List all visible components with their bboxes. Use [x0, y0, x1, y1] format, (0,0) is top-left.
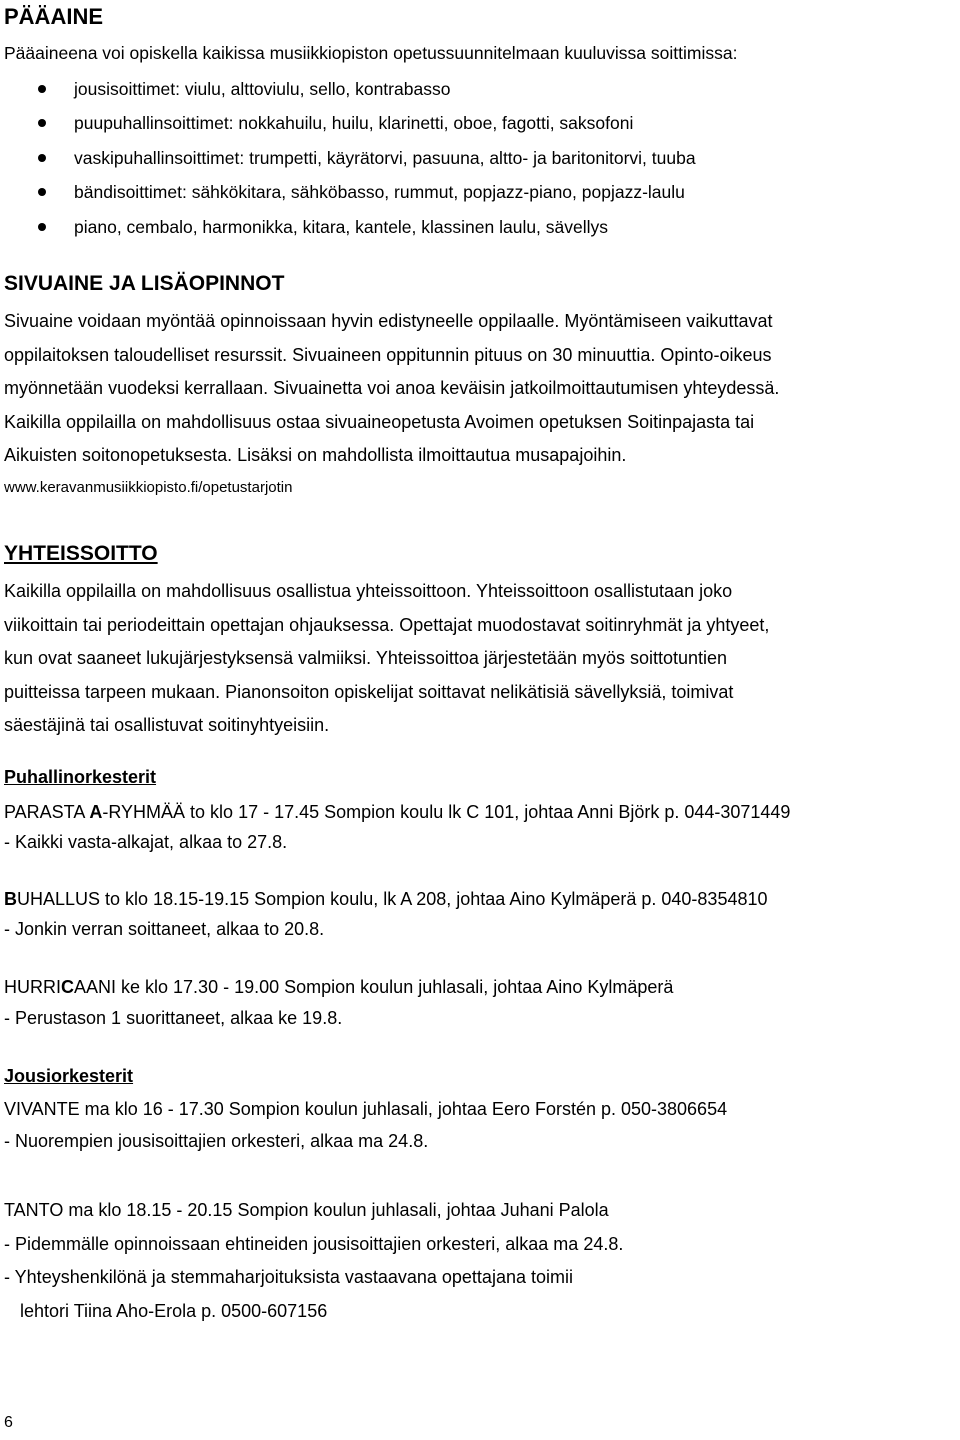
website-link[interactable]: www.keravanmusiikkiopisto.fi/opetustarjotin	[4, 479, 293, 496]
heading-paaaine: PÄÄAINE	[4, 4, 104, 29]
text-line: Kaikilla oppilailla on mahdollisuus osallistua yhteissoittoon. Yhteissoittoon osallistutaan joko	[4, 581, 733, 601]
orchestra-tanto-contact-name: lehtori Tiina Aho-Erola p. 0500-607156	[20, 1301, 328, 1321]
list-item: piano, cembalo, harmonikka, kitara, kantele, klassinen laulu, sävellys	[0, 210, 960, 244]
orchestra-vivante-note: - Nuorempien jousisoittajien orkesteri, alkaa ma 24.8.	[4, 1131, 429, 1151]
page-number: 6	[4, 1414, 13, 1431]
bullet-icon	[38, 188, 46, 196]
bullet-icon	[38, 85, 46, 93]
orchestra-hurricaani: HURRICAANI ke klo 17.30 - 19.00 Sompion koulun juhlasali, johtaa Aino Kylmäperä	[4, 977, 674, 997]
text-line: kun ovat saaneet lukujärjestyksensä valmiiksi. Yhteissoittoa järjestetään myös soittotuntien	[4, 648, 728, 668]
orchestra-tanto: TANTO ma klo 18.15 - 20.15 Sompion koulun juhlasali, johtaa Juhani Palola	[4, 1200, 609, 1220]
instrument-list	[0, 72, 960, 244]
orchestra-tanto-note: - Pidemmälle opinnoissaan ehtineiden jousisoittajien orkesteri, alkaa ma 24.8.	[4, 1234, 624, 1254]
bullet-icon	[38, 154, 46, 162]
list-item: vaskipuhallinsoittimet: trumpetti, käyrätorvi, pasuuna, altto- ja baritonitorvi, tuuba	[0, 141, 960, 175]
sivuaine-text	[4, 305, 959, 473]
yhteissoitto-text	[4, 575, 959, 743]
heading-sivuaine: SIVUAINE JA LISÄOPINNOT	[4, 272, 285, 295]
orchestra-parasta: PARASTA A-RYHMÄÄ to klo 17 - 17.45 Sompion koulu lk C 101, johtaa Anni Björk p. 044-3071449	[4, 802, 791, 822]
heading-puhallinorkesterit: Puhallinorkesterit	[4, 767, 157, 787]
orchestra-buhallus: BUHALLUS to klo 18.15-19.15 Sompion koulu, lk A 208, johtaa Aino Kylmäperä p. 040-8354810	[4, 889, 768, 909]
list-item: bändisoittimet: sähkökitara, sähköbasso, rummut, popjazz-piano, popjazz-laulu	[0, 175, 960, 209]
text-line: Kaikilla oppilailla on mahdollisuus ostaa sivuaineopetusta Avoimen opetuksen Soitinpajasta tai	[4, 411, 755, 432]
text-line: myönnetään vuodeksi kerrallaan. Sivuainetta voi anoa keväisin jatkoilmoittautumisen yhteydessä.	[4, 378, 780, 398]
text-line: viikoittain tai periodeittain opettajan ohjauksessa. Opettajat muodostavat soitinryhmät ja yhtyeet,	[4, 614, 770, 635]
orchestra-buhallus-note: - Jonkin verran soittaneet, alkaa to 20.8.	[4, 919, 325, 939]
orchestra-vivante: VIVANTE ma klo 16 - 17.30 Sompion koulun juhlasali, johtaa Eero Forstén p. 050-3806654	[4, 1099, 728, 1119]
orchestra-hurricaani-note: - Perustason 1 suorittaneet, alkaa ke 19.8.	[4, 1008, 343, 1028]
heading-jousiorkesterit: Jousiorkesterit	[4, 1066, 134, 1086]
bullet-icon	[38, 119, 46, 127]
text-line: Aikuisten soitonopetuksesta. Lisäksi on mahdollista ilmoittautua musapajoihin.	[4, 445, 627, 465]
paaaine-intro: Pääaineena voi opiskella kaikissa musiikkiopiston opetussuunnitelmaan kuuluvissa soittimissa:	[4, 43, 738, 63]
bullet-icon	[38, 223, 46, 231]
text-line: säestäjinä tai osallistuvat soitinyhtyeisiin.	[4, 715, 330, 735]
orchestra-tanto-contact: - Yhteyshenkilönä ja stemmaharjoituksista vastaavana opettajana toimii	[4, 1267, 573, 1287]
text-line: oppilaitoksen taloudelliset resurssit. Sivuaineen oppitunnin pituus on 30 minuuttia. Opinto-oikeus	[4, 344, 772, 365]
orchestra-parasta-note: - Kaikki vasta-alkajat, alkaa to 27.8.	[4, 832, 288, 852]
list-item: jousisoittimet: viulu, alttoviulu, sello, kontrabasso	[0, 72, 960, 106]
list-item: puupuhallinsoittimet: nokkahuilu, huilu, klarinetti, oboe, fagotti, saksofoni	[0, 106, 960, 140]
text-line: puitteissa tarpeen mukaan. Pianonsoiton opiskelijat soittavat nelikätisiä sävellyksiä, toimivat	[4, 681, 734, 702]
text-line: Sivuaine voidaan myöntää opinnoissaan hyvin edistyneelle oppilaalle. Myöntämiseen vaikuttavat	[4, 311, 773, 331]
heading-yhteissoitto: YHTEISSOITTO	[4, 542, 158, 565]
